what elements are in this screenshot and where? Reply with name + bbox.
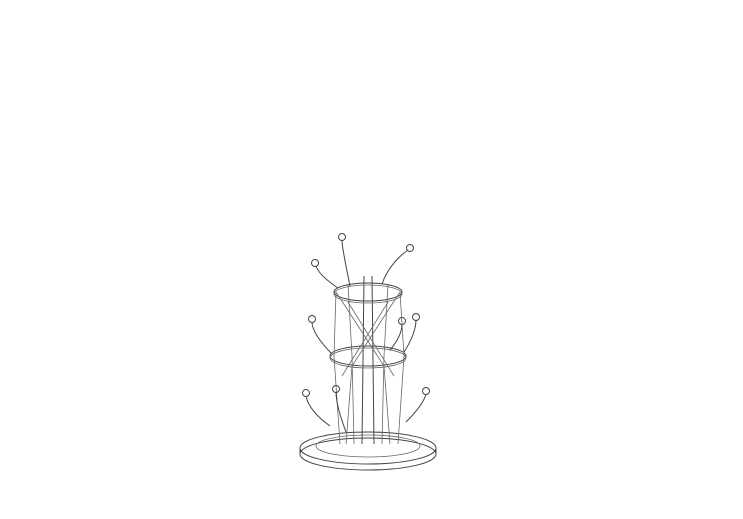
mug-tree-drawing (290, 226, 450, 496)
